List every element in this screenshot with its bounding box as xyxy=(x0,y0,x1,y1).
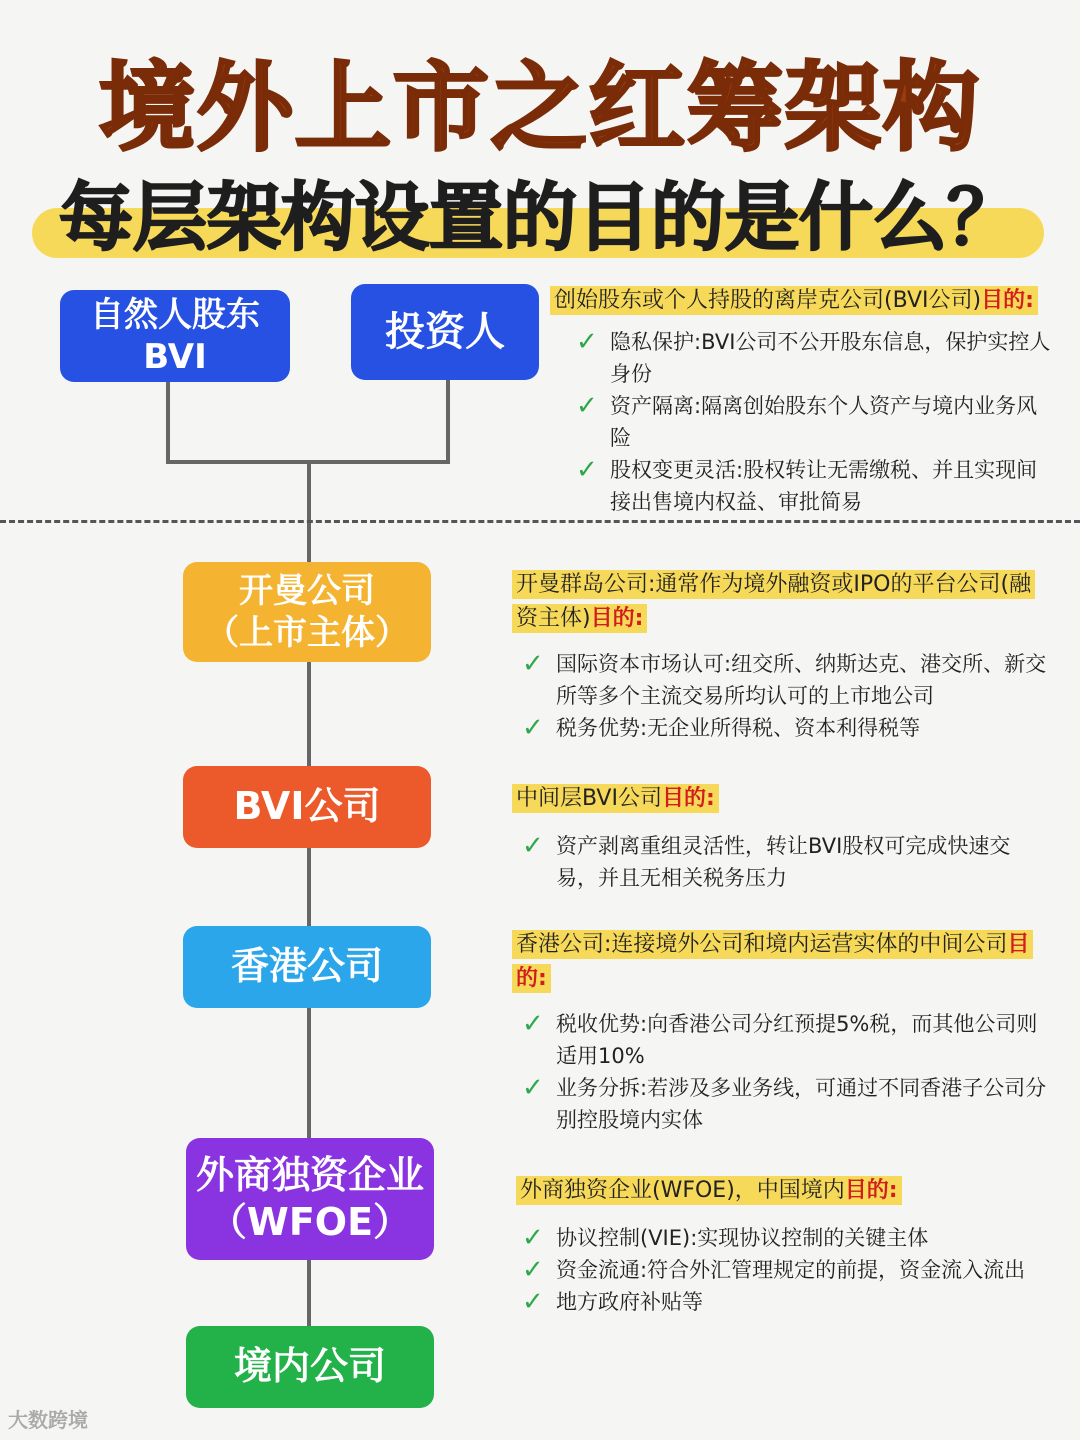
node-hk xyxy=(183,926,431,1008)
main-title: 境外上市之红筹架构 xyxy=(99,52,981,164)
section-hk-text: 香港公司:连接境外公司和境内运营实体的中间公司 xyxy=(516,932,1008,957)
list-item-text: 协议控制(VIE):实现协议控制的关键主体 xyxy=(556,1226,929,1250)
connector-cayman-bvi xyxy=(307,660,311,768)
section-mid-bvi-title xyxy=(512,782,1042,816)
node-hk-label: 香港公司 xyxy=(230,944,383,989)
node-wfoe xyxy=(186,1138,434,1260)
node-bvi xyxy=(183,766,431,848)
section-hk-purpose: 目的: xyxy=(516,932,1030,991)
node-investor xyxy=(351,284,539,380)
list-item xyxy=(522,1222,1056,1254)
node-wfoe-line2: （WFOE） xyxy=(208,1200,412,1244)
section-hk-title xyxy=(512,928,1052,996)
check-icon: ✓ xyxy=(522,1009,544,1039)
section-wfoe-title xyxy=(516,1174,1036,1208)
section-cayman-text: 开曼群岛公司:通常作为境外融资或IPO的平台公司(融资主体) xyxy=(516,572,1032,631)
list-item-text: 股权变更灵活:股权转让无需缴税、并且实现间接出售境内权益、审批简易 xyxy=(610,458,1038,514)
list-item-text: 资金流通:符合外汇管理规定的前提，资金流入流出 xyxy=(556,1258,1026,1282)
list-item-text: 国际资本市场认可:纽交所、纳斯达克、港交所、新交所等多个主流交易所均认可的上市地公司 xyxy=(556,652,1047,708)
connector-bvi-hk xyxy=(307,846,311,928)
section-mid-bvi-purpose: 目的: xyxy=(661,786,715,811)
section-wfoe-purpose: 目的: xyxy=(844,1178,898,1203)
list-item-text: 资产剥离重组灵活性，转让BVI股权可完成快速交易，并且无相关税务压力 xyxy=(556,834,1011,890)
connector-wfoe-domestic xyxy=(307,1258,311,1328)
check-icon: ✓ xyxy=(576,391,598,421)
connector-hk-wfoe xyxy=(307,1006,311,1140)
section-wfoe-text: 外商独资企业(WFOE)，中国境内 xyxy=(520,1178,845,1203)
section-founder-bvi-list xyxy=(576,326,1056,518)
list-item xyxy=(522,712,1052,744)
check-icon: ✓ xyxy=(522,1223,544,1253)
check-icon: ✓ xyxy=(522,649,544,679)
list-item-text: 税务优势:无企业所得税、资本利得税等 xyxy=(556,716,921,740)
check-icon: ✓ xyxy=(576,327,598,357)
section-mid-bvi-list xyxy=(522,830,1042,894)
node-wfoe-line1: 外商独资企业 xyxy=(195,1152,424,1197)
watermark: 大数跨境 xyxy=(8,1408,88,1432)
list-item xyxy=(522,1008,1056,1072)
list-item-text: 业务分拆:若涉及多业务线，可通过不同香港子公司分别控股境内实体 xyxy=(556,1076,1047,1132)
check-icon: ✓ xyxy=(522,1287,544,1317)
list-item-text: 资产隔离:隔离创始股东个人资产与境内业务风险 xyxy=(610,394,1038,450)
check-icon: ✓ xyxy=(522,1255,544,1285)
section-founder-bvi-title xyxy=(550,284,1070,318)
node-cayman xyxy=(183,562,431,662)
node-domestic xyxy=(186,1326,434,1408)
subtitle: 每层架构设置的目的是什么？ xyxy=(59,175,1021,261)
section-founder-bvi-purpose: 目的: xyxy=(981,288,1034,313)
list-item xyxy=(522,1254,1056,1286)
list-item xyxy=(522,648,1052,712)
node-bvi-label: BVI公司 xyxy=(233,784,381,829)
list-item xyxy=(576,326,1056,390)
node-investor-label: 投资人 xyxy=(385,309,505,355)
node-domestic-label: 境内公司 xyxy=(233,1344,386,1389)
section-cayman-title xyxy=(512,568,1042,636)
separator-dashed xyxy=(0,520,1080,523)
check-icon: ✓ xyxy=(522,1073,544,1103)
section-cayman-purpose: 目的: xyxy=(590,606,644,631)
node-cayman-line1: 开曼公司 xyxy=(239,570,375,611)
list-item-text: 税收优势:向香港公司分红预提5%税，而其他公司则适用10% xyxy=(556,1012,1038,1068)
list-item xyxy=(522,1286,1056,1318)
connector-investor-down xyxy=(446,380,450,464)
connector-trunk-top xyxy=(307,460,311,564)
check-icon: ✓ xyxy=(576,455,598,485)
list-item-text: 地方政府补贴等 xyxy=(556,1290,703,1314)
list-item xyxy=(576,390,1056,454)
list-item xyxy=(522,1072,1056,1136)
check-icon: ✓ xyxy=(522,713,544,743)
section-cayman-list xyxy=(522,648,1052,744)
section-mid-bvi-text: 中间层BVI公司 xyxy=(516,786,662,811)
connector-natural-down xyxy=(166,380,170,464)
list-item xyxy=(576,454,1056,518)
section-founder-bvi-text: 创始股东或个人持股的离岸克公司(BVI公司) xyxy=(554,288,982,313)
node-natural-person-line1: 自然人股东 xyxy=(90,294,260,335)
node-natural-person-line2: BVI xyxy=(143,337,207,377)
node-cayman-line2: （上市主体） xyxy=(205,613,409,653)
check-icon: ✓ xyxy=(522,831,544,861)
section-wfoe-list xyxy=(522,1222,1056,1318)
node-natural-person-bvi xyxy=(60,290,290,382)
list-item-text: 隐私保护:BVI公司不公开股东信息，保护实控人身份 xyxy=(610,330,1051,386)
section-hk-list xyxy=(522,1008,1056,1136)
list-item xyxy=(522,830,1042,894)
